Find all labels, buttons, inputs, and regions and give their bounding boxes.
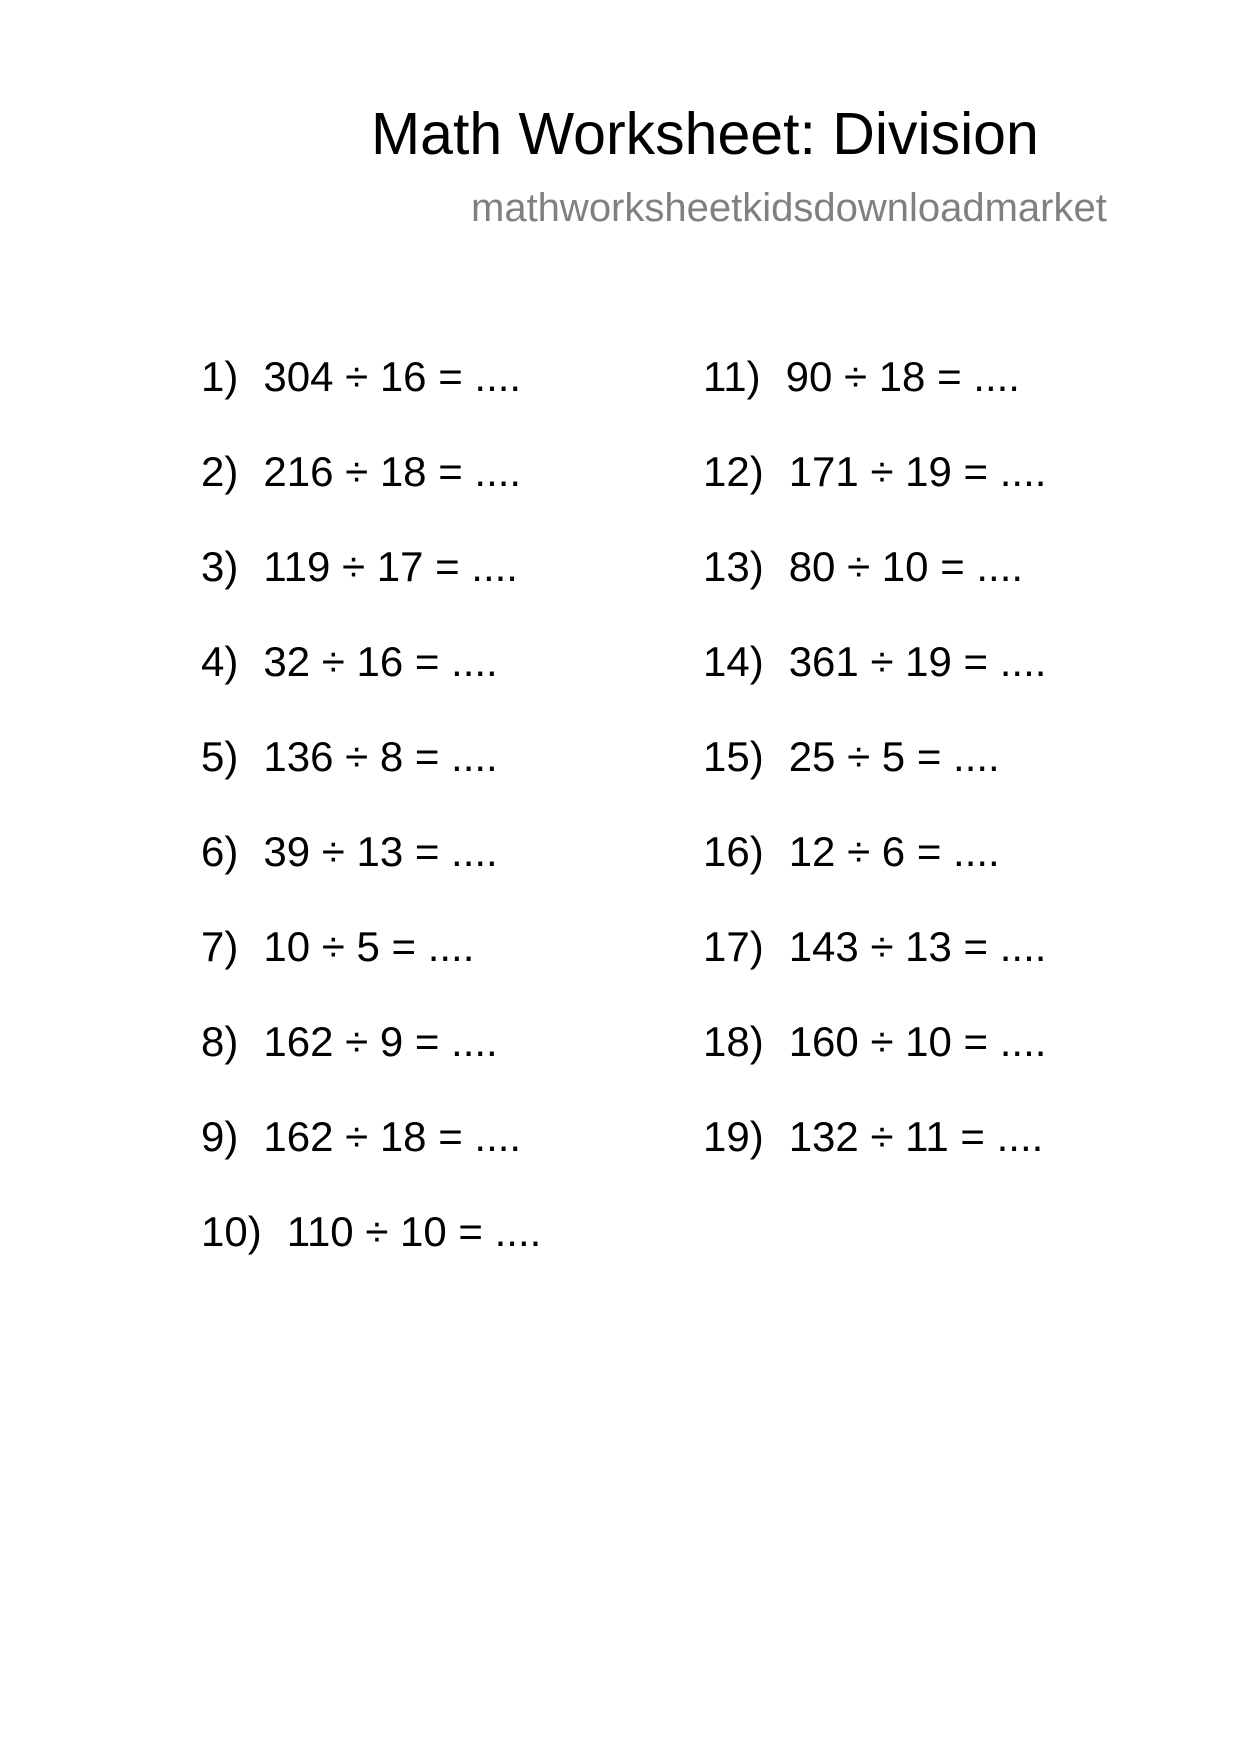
problem-number: 10): [201, 1208, 262, 1255]
problem-item: [703, 448, 1046, 543]
problem-expression: 216 ÷ 18 = ....: [263, 448, 522, 495]
problem-expression: 136 ÷ 8 = ....: [263, 733, 498, 780]
problem-item: [703, 733, 1046, 828]
problem-expression: 10 ÷ 5 = ....: [263, 923, 475, 970]
problem-item: [703, 353, 1046, 448]
problem-number: 18): [703, 1018, 764, 1065]
problem-number: 8): [201, 1018, 239, 1065]
problem-item: [201, 448, 541, 543]
problem-item: [201, 733, 541, 828]
worksheet-title: Math Worksheet: Division: [371, 101, 1039, 167]
problem-number: 11): [703, 353, 761, 400]
problem-expression: 160 ÷ 10 = ....: [788, 1018, 1047, 1065]
problem-item: [201, 638, 541, 733]
problem-expression: 119 ÷ 17 = ....: [263, 543, 518, 590]
problem-expression: 32 ÷ 16 = ....: [263, 638, 498, 685]
problem-item: [703, 828, 1046, 923]
problem-expression: 25 ÷ 5 = ....: [788, 733, 1000, 780]
problem-number: 1): [201, 353, 239, 400]
problem-number: 12): [703, 448, 764, 495]
problem-item: [201, 543, 541, 638]
problem-expression: 90 ÷ 18 = ....: [785, 353, 1020, 400]
problem-item: [201, 1208, 541, 1303]
problem-number: 17): [703, 923, 764, 970]
problem-number: 6): [201, 828, 239, 875]
problem-expression: 361 ÷ 19 = ....: [788, 638, 1047, 685]
problem-expression: 80 ÷ 10 = ....: [788, 543, 1024, 590]
problem-item: [201, 923, 541, 1018]
problem-item: [703, 638, 1046, 733]
problem-number: 2): [201, 448, 239, 495]
problem-expression: 143 ÷ 13 = ....: [788, 923, 1047, 970]
problem-number: 4): [201, 638, 239, 685]
problem-expression: 162 ÷ 18 = ....: [263, 1113, 522, 1160]
problem-item: [201, 353, 541, 448]
problem-expression: 162 ÷ 9 = ....: [263, 1018, 498, 1065]
problem-expression: 304 ÷ 16 = ....: [263, 353, 522, 400]
problem-number: 19): [703, 1113, 764, 1160]
problem-expression: 110 ÷ 10 = ....: [286, 1208, 542, 1255]
problem-number: 7): [201, 923, 239, 970]
problem-number: 16): [703, 828, 764, 875]
problem-item: [201, 1018, 541, 1113]
problem-expression: 171 ÷ 19 = ....: [788, 448, 1047, 495]
problem-item: [703, 543, 1046, 638]
problem-item: [703, 1018, 1046, 1113]
problem-number: 3): [201, 543, 239, 590]
problem-item: [703, 923, 1046, 1018]
problems-column-right: [703, 353, 1046, 1208]
problem-expression: 39 ÷ 13 = ....: [263, 828, 498, 875]
problem-expression: 132 ÷ 11 = ....: [788, 1113, 1044, 1160]
problem-expression: 12 ÷ 6 = ....: [788, 828, 1000, 875]
problem-number: 13): [703, 543, 764, 590]
worksheet-source: mathworksheetkidsdownloadmarket: [471, 186, 1107, 230]
problems-column-left: [201, 353, 541, 1303]
problem-number: 9): [201, 1113, 239, 1160]
problem-item: [703, 1113, 1046, 1208]
problem-number: 14): [703, 638, 764, 685]
problem-item: [201, 828, 541, 923]
problem-number: 5): [201, 733, 239, 780]
problem-number: 15): [703, 733, 764, 780]
problem-item: [201, 1113, 541, 1208]
